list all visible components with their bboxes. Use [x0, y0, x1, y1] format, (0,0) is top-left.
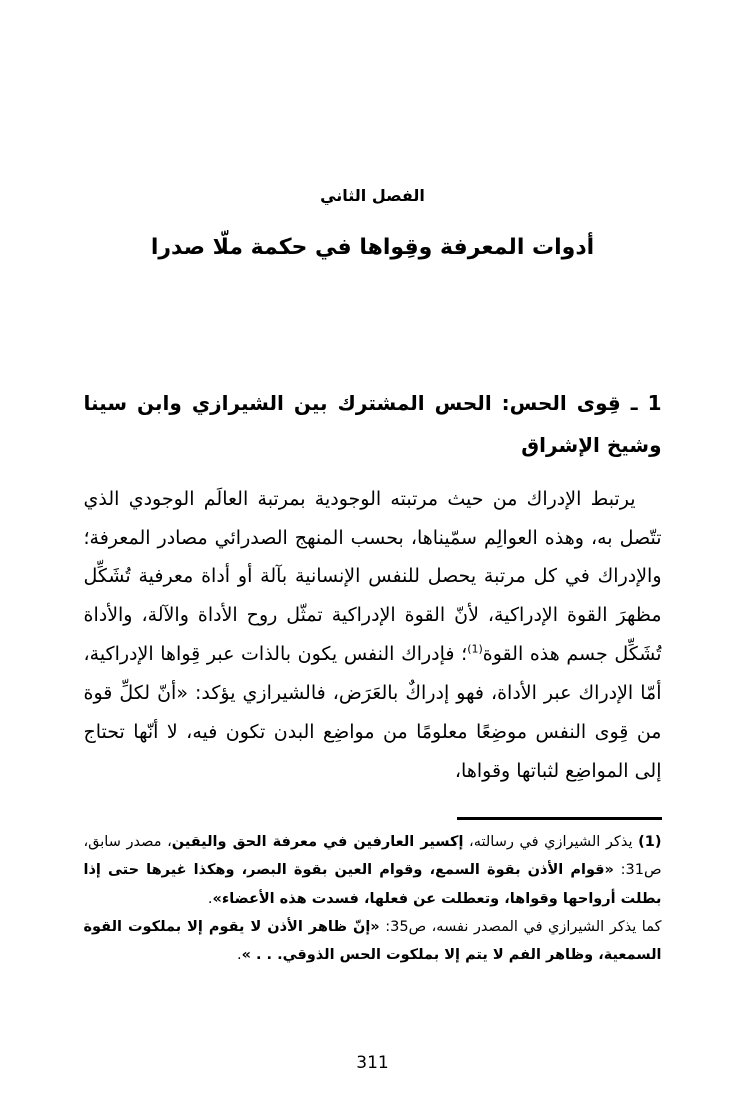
- body-text-part1: يرتبط الإدراك من حيث مرتبته الوجودية بمرتبة العالَم الوجودي الذي تتّصل به، وهذه العوالِم سمّيناها، بحسب المنهج الصدرائي مصادر المعرفة؛ والإدراك في كل مرتبة يحصل للنفس الإنسانية بآلة أو أداة معرفية تُشَكِّل مظهرَ القوة الإدراكية، لأنّ القوة الإدراكية تمثّل روح الأداة والآلة، والأداة تُشَكِّل جسم هذه القوة: [83, 487, 662, 666]
- chapter-label: الفصل الثاني: [320, 186, 425, 205]
- footnote-2-end: .: [236, 947, 242, 964]
- footnote-1-end: .: [207, 890, 213, 907]
- footnote-2: [84, 913, 662, 970]
- footnote-2-quote: «إنّ ظاهر الأذن لا يقوم إلا بملكوت القوة السمعية، وظاهر الفم لا يتم إلا بملكوت الحس الذوقي. . . »: [83, 918, 662, 964]
- page-number: 311: [356, 1053, 389, 1073]
- footnote-1-marker: (1): [638, 834, 662, 851]
- footnote-ref-marker: (1): [467, 643, 483, 657]
- footnote-2-pre: كما يذكر الشيرازي في المصدر نفسه، ص35:: [379, 918, 662, 935]
- section-heading: 1 ـ قِوى الحس: الحس المشترك بين الشيرازي وابن سينا وشيخ الإشراق: [83, 390, 662, 457]
- footnote-1-book-title: إكسير العارفين في معرفة الحق واليقين: [171, 834, 464, 851]
- footnote-1-quote: «قوام الأذن بقوة السمع، وقوام العين بقوة البصر، وهكذا غيرها حتى إذا بطلت أرواحها وقواها، وتعطلت عن فعلها، فسدت هذه الأعضاء»: [83, 862, 662, 907]
- page-content: [84, 0, 662, 969]
- footnote-separator-rule: [457, 817, 662, 820]
- footnote-1: [84, 828, 662, 913]
- body-paragraph: [84, 480, 662, 792]
- chapter-title: أدوات المعرفة وقِواها في حكمة ملّا صدرا: [150, 234, 595, 260]
- footnotes-block: [84, 828, 662, 969]
- body-text-part2: ؛ فإدراك النفس يكون بالذات عبر قِواها الإدراكية، أمّا الإدراك عبر الأداة، فهو إدراكٌ بالعَرَض، فالشيرازي يؤكد: «أنّ لكلِّ قوة من قِوى النفس موضِعًا معلومًا من مواضِع البدن تكون فيه، لا أنّها تحتاج إلى المواضِع لثباتها وقواها،: [83, 643, 662, 783]
- footnote-1-mid: ، مصدر سابق، ص31:: [83, 834, 662, 879]
- footnote-1-pre: يذكر الشيرازي في رسالته،: [463, 834, 633, 851]
